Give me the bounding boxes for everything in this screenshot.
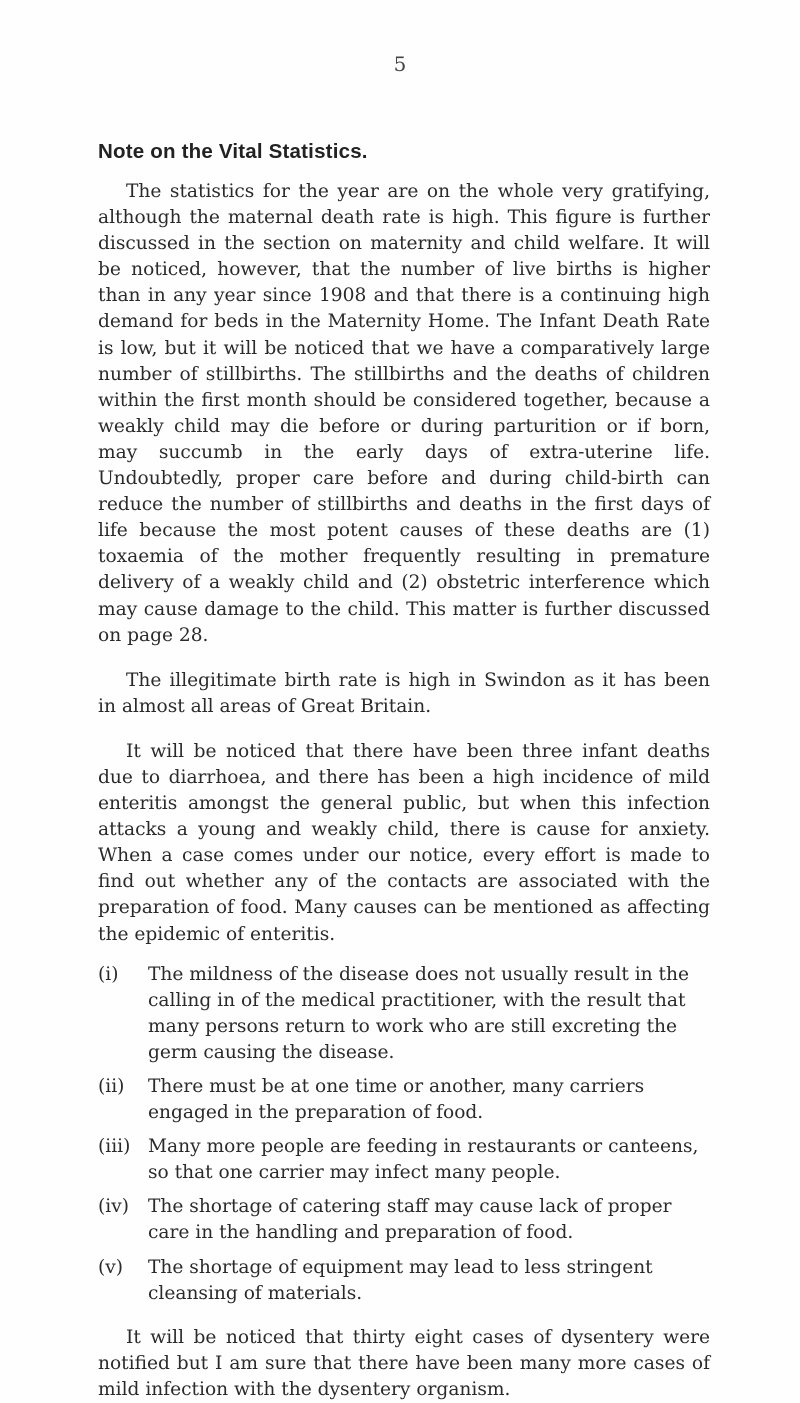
list-item-text: The shortage of catering staff may cause lack of proper care in the handling and preparation of food. — [148, 1196, 672, 1244]
list-item — [98, 1194, 710, 1246]
list-item-text: The mildness of the disease does not usually result in the calling in of the medical practitioner, with the result that many persons return to work who are still excreting the germ causing the disease. — [148, 963, 689, 1063]
paragraph-dysentery: It will be noticed that thirty eight cases of dysentery were notified but I am sure that there have been many more cases of mild infection with the dysentery organism. — [98, 1326, 710, 1400]
list-item — [98, 962, 710, 1066]
body-text — [98, 179, 710, 1403]
page-number: 5 — [393, 52, 407, 76]
list-item-number: (v) — [98, 1256, 124, 1278]
causes-list — [98, 962, 710, 1307]
list-item-text: The shortage of equipment may lead to less stringent cleansing of materials. — [148, 1256, 653, 1304]
paragraph-illegitimate: The illegitimate birth rate is high in Swindon as it has been in almost all areas of Great Britain. — [98, 669, 710, 717]
list-item-number: (i) — [98, 963, 119, 985]
list-item-text: Many more people are feeding in restaurants or canteens, so that one carrier may infect many people. — [148, 1136, 699, 1184]
paragraph-intro: The statistics for the year are on the whole very gratifying, although the maternal death rate is high. This figure is further discussed in the section on maternity and child welfare. It will be noticed, however, that the number of live births is higher than in any year since 1908 and that there is a continuing high demand for beds in the Maternity Home. The Infant Death Rate is low, but it will be noticed that we have a comparatively large number of stillbirths. The stillbirths and the deaths of children within the first month should be considered together, because a weakly child may die before or during parturition or if born, may succumb in the early days of extra-uterine life. Undoubtedly, proper care before and during child-birth can reduce the number of stillbirths and deaths in the first days of life because the most potent causes of these deaths are (1) toxaemia of the mother frequently resulting in premature delivery of a weakly child and (2) obstetric interference which may cause damage to the child. This matter is further discussed on page 28. — [98, 181, 710, 646]
list-item — [98, 1255, 710, 1307]
paragraph-diarrhoea: It will be noticed that there have been three infant deaths due to diarrhoea, and there has been a high incidence of mild enteritis amongst the general public, but when this infection attacks a young and weakly child, there is cause for anxiety. When a case comes under our notice, every effort is made to find out whether any of the contacts are associated with the preparation of food. Many causes can be mentioned as affecting the epidemic of enteritis. — [98, 740, 710, 945]
list-item — [98, 1074, 710, 1126]
list-item-number: (iv) — [98, 1196, 129, 1218]
list-item-number: (ii) — [98, 1076, 125, 1097]
list-item — [98, 1134, 710, 1186]
section-heading: Note on the Vital Statistics. — [98, 140, 368, 163]
list-item-text: There must be at one time or another, many carriers engaged in the preparation of food. — [148, 1076, 645, 1124]
list-item-number: (iii) — [98, 1136, 131, 1158]
